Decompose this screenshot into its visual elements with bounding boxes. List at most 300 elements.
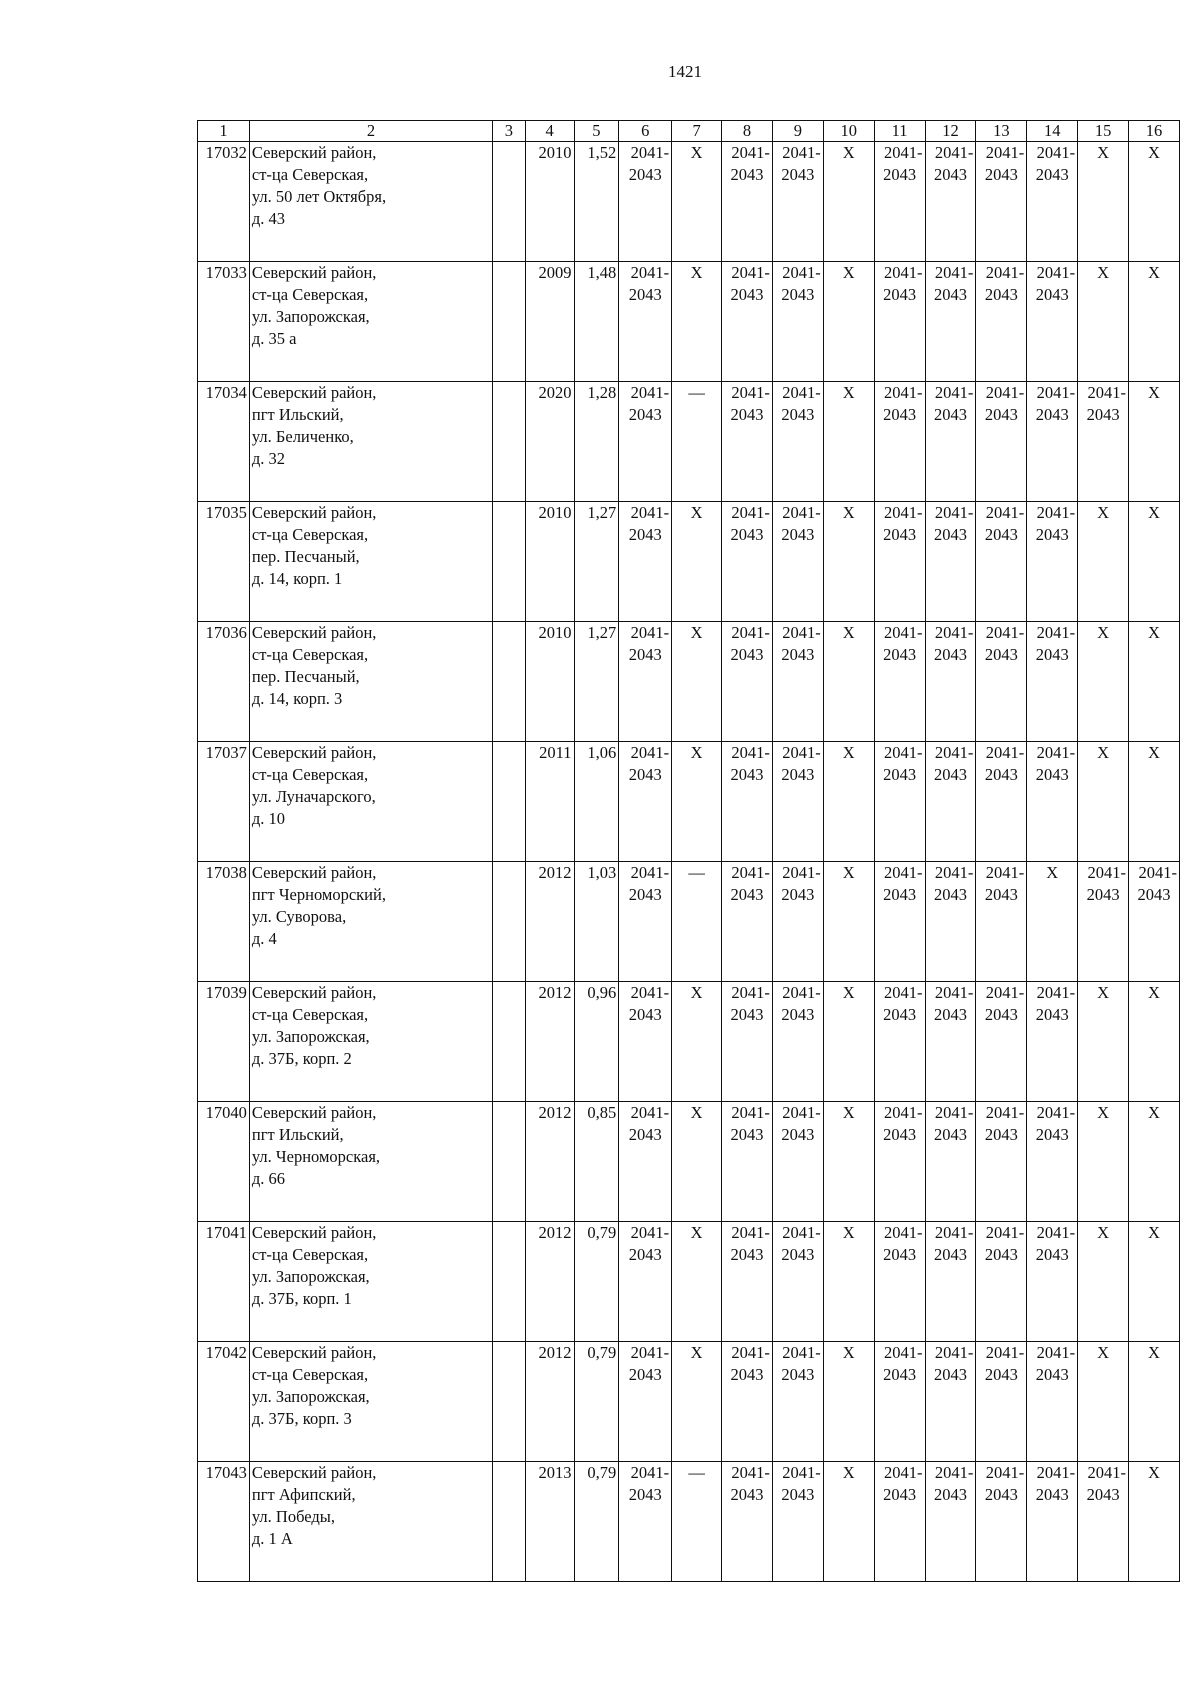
cell-line: 2041- bbox=[731, 863, 770, 882]
column-10-cell bbox=[823, 1222, 874, 1342]
row-number: 17038 bbox=[198, 862, 250, 982]
column-12-cell bbox=[925, 262, 976, 382]
cell-line: д. 14, корп. 1 bbox=[251, 569, 343, 588]
table-row bbox=[198, 1102, 1180, 1222]
column-16-cell bbox=[1129, 382, 1180, 502]
cell-line: X bbox=[690, 743, 703, 762]
column-11-cell bbox=[874, 1342, 925, 1462]
column-3-cell bbox=[493, 862, 526, 982]
cell-line: ул. Победы, bbox=[251, 1507, 335, 1526]
cell-line: д. 14, корп. 3 bbox=[251, 689, 343, 708]
cell-line: 2043 bbox=[628, 1485, 662, 1504]
cell-line: 2043 bbox=[628, 645, 662, 664]
column-15-cell bbox=[1078, 622, 1129, 742]
column-7-cell bbox=[672, 262, 722, 382]
cell-line: 2043 bbox=[984, 765, 1018, 784]
cell-line: ст-ца Северская, bbox=[251, 165, 369, 184]
cell-line: 2041- bbox=[1036, 623, 1076, 642]
column-number-row bbox=[198, 121, 1180, 142]
cell-line: X bbox=[842, 983, 855, 1002]
cell-line: 2041- bbox=[630, 863, 670, 882]
cell-line: 2043 bbox=[1137, 885, 1171, 904]
cell-line: 2043 bbox=[883, 885, 917, 904]
column-10-cell bbox=[823, 1102, 874, 1222]
cell-line: 2043 bbox=[984, 1005, 1018, 1024]
cell-line: 2043 bbox=[933, 285, 967, 304]
column-15-cell bbox=[1078, 982, 1129, 1102]
cell-line: ул. Луначарского, bbox=[251, 787, 376, 806]
cell-line: 2043 bbox=[1035, 765, 1069, 784]
table-row bbox=[198, 1462, 1180, 1582]
cell-line: 2043 bbox=[730, 1245, 764, 1264]
cell-line: X bbox=[1097, 503, 1110, 522]
cell-line: 2041- bbox=[731, 743, 770, 762]
column-9-cell bbox=[772, 382, 823, 502]
cell-line: 2043 bbox=[781, 285, 815, 304]
column-3-cell bbox=[493, 262, 526, 382]
cell-line: Северский район, bbox=[251, 143, 377, 162]
column-13-cell bbox=[976, 1342, 1027, 1462]
cell-line: X bbox=[842, 623, 855, 642]
column-8-cell bbox=[722, 1342, 773, 1462]
cell-line: 2043 bbox=[730, 165, 764, 184]
cell-line: 2041- bbox=[884, 1343, 923, 1362]
cell-line: Северский район, bbox=[251, 743, 377, 762]
cell-line: 2043 bbox=[730, 525, 764, 544]
column-14-cell bbox=[1027, 1102, 1078, 1222]
column-header-16: 16 bbox=[1129, 121, 1180, 142]
cell-line: 2043 bbox=[933, 885, 967, 904]
column-header-9: 9 bbox=[772, 121, 823, 142]
cell-line: 2041- bbox=[731, 1463, 770, 1482]
column-6-cell bbox=[619, 982, 672, 1102]
column-9-cell bbox=[772, 742, 823, 862]
year-cell: 2010 bbox=[525, 142, 574, 262]
cell-line: 2041- bbox=[782, 503, 821, 522]
column-12-cell bbox=[925, 1102, 976, 1222]
cell-line: 2043 bbox=[883, 1125, 917, 1144]
column-8-cell bbox=[722, 1222, 773, 1342]
column-6-cell bbox=[619, 622, 672, 742]
column-11-cell bbox=[874, 502, 925, 622]
cell-line: 2041- bbox=[884, 743, 923, 762]
cell-line: 2043 bbox=[984, 165, 1018, 184]
cell-line: Северский район, bbox=[251, 1223, 377, 1242]
column-7-cell bbox=[672, 502, 722, 622]
cell-line: ул. Черноморская, bbox=[251, 1147, 381, 1166]
cell-line: 2043 bbox=[984, 1245, 1018, 1264]
cell-line: X bbox=[1097, 263, 1110, 282]
cell-line: 2043 bbox=[984, 405, 1018, 424]
cell-line: 2043 bbox=[933, 645, 967, 664]
column-16-cell bbox=[1129, 142, 1180, 262]
column-14-cell bbox=[1027, 262, 1078, 382]
cell-line: 2041- bbox=[1036, 1463, 1076, 1482]
cell-line: X bbox=[842, 1103, 855, 1122]
column-12-cell bbox=[925, 742, 976, 862]
column-8-cell bbox=[722, 622, 773, 742]
year-cell: 2013 bbox=[525, 1462, 574, 1582]
column-8-cell bbox=[722, 742, 773, 862]
column-7-cell bbox=[672, 1222, 722, 1342]
cell-line: 2043 bbox=[1035, 1125, 1069, 1144]
cell-line: 2043 bbox=[730, 285, 764, 304]
cell-line: 2041- bbox=[630, 623, 670, 642]
column-15-cell bbox=[1078, 502, 1129, 622]
cell-line: 2041- bbox=[630, 263, 670, 282]
cell-line: 2041- bbox=[884, 863, 923, 882]
cell-line: Северский район, bbox=[251, 263, 377, 282]
column-11-cell bbox=[874, 142, 925, 262]
cell-line: пгт Афипский, bbox=[251, 1485, 356, 1504]
column-13-cell bbox=[976, 262, 1027, 382]
cell-line: X bbox=[842, 1463, 855, 1482]
year-cell: 2009 bbox=[525, 262, 574, 382]
cell-line: 2041- bbox=[1036, 383, 1076, 402]
cell-line: д. 32 bbox=[251, 449, 286, 468]
cell-line: 2043 bbox=[781, 1005, 815, 1024]
cell-line: 2041- bbox=[985, 503, 1025, 522]
column-14-cell bbox=[1027, 142, 1078, 262]
column-6-cell bbox=[619, 262, 672, 382]
cell-line: X bbox=[842, 743, 855, 762]
cell-line: 2041- bbox=[731, 1343, 770, 1362]
cell-line: 2041- bbox=[731, 1103, 770, 1122]
cell-line: X bbox=[1148, 1343, 1160, 1362]
cell-line: 2043 bbox=[883, 1365, 917, 1384]
column-3-cell bbox=[493, 1222, 526, 1342]
column-3-cell bbox=[493, 982, 526, 1102]
column-16-cell bbox=[1129, 1222, 1180, 1342]
cell-line: 2043 bbox=[781, 885, 815, 904]
column-7-cell bbox=[672, 1462, 722, 1582]
cell-line: 2041- bbox=[934, 143, 974, 162]
cell-line: 2041- bbox=[1036, 263, 1076, 282]
column-10-cell bbox=[823, 262, 874, 382]
cell-line: 2041- bbox=[1087, 1463, 1127, 1482]
table-row bbox=[198, 982, 1180, 1102]
column-6-cell bbox=[619, 1462, 672, 1582]
cell-line: 2041- bbox=[1036, 743, 1076, 762]
cell-line: 2041- bbox=[630, 1223, 670, 1242]
cell-line: 2043 bbox=[1035, 1245, 1069, 1264]
column-9-cell bbox=[772, 142, 823, 262]
column-15-cell bbox=[1078, 1342, 1129, 1462]
cell-line: 2041- bbox=[934, 983, 974, 1002]
column-3-cell bbox=[493, 142, 526, 262]
column-9-cell bbox=[772, 1222, 823, 1342]
row-number: 17033 bbox=[198, 262, 250, 382]
column-8-cell bbox=[722, 262, 773, 382]
cell-line: пгт Ильский, bbox=[251, 1125, 344, 1144]
cell-line: 2041- bbox=[782, 1463, 821, 1482]
column-7-cell bbox=[672, 862, 722, 982]
cell-line: Северский район, bbox=[251, 1463, 377, 1482]
column-10-cell bbox=[823, 982, 874, 1102]
column-6-cell bbox=[619, 1342, 672, 1462]
column-11-cell bbox=[874, 1102, 925, 1222]
column-12-cell bbox=[925, 502, 976, 622]
address-cell bbox=[249, 142, 492, 262]
column-6-cell bbox=[619, 382, 672, 502]
value-cell: 0,85 bbox=[574, 1102, 619, 1222]
cell-line: 2043 bbox=[781, 1125, 815, 1144]
cell-line: 2043 bbox=[883, 765, 917, 784]
column-16-cell bbox=[1129, 1342, 1180, 1462]
column-header-5: 5 bbox=[574, 121, 619, 142]
cell-line: 2043 bbox=[730, 1005, 764, 1024]
cell-line: 2041- bbox=[782, 143, 821, 162]
cell-line: 2041- bbox=[934, 263, 974, 282]
column-11-cell bbox=[874, 862, 925, 982]
cell-line: 2041- bbox=[731, 1223, 770, 1242]
cell-line: ст-ца Северская, bbox=[251, 1005, 369, 1024]
column-3-cell bbox=[493, 1342, 526, 1462]
cell-line: 2041- bbox=[731, 263, 770, 282]
cell-line: 2043 bbox=[933, 1485, 967, 1504]
cell-line: Северский район, bbox=[251, 863, 377, 882]
column-13-cell bbox=[976, 382, 1027, 502]
column-10-cell bbox=[823, 142, 874, 262]
column-11-cell bbox=[874, 1222, 925, 1342]
column-7-cell bbox=[672, 1342, 722, 1462]
row-number: 17043 bbox=[198, 1462, 250, 1582]
cell-line: 2043 bbox=[628, 525, 662, 544]
cell-line: X bbox=[1148, 743, 1160, 762]
cell-line: 2043 bbox=[933, 165, 967, 184]
cell-line: 2043 bbox=[883, 525, 917, 544]
cell-line: 2041- bbox=[884, 263, 923, 282]
cell-line: — bbox=[688, 383, 705, 402]
column-header-6: 6 bbox=[619, 121, 672, 142]
cell-line: X bbox=[1097, 1343, 1110, 1362]
cell-line: 2043 bbox=[883, 165, 917, 184]
cell-line: ст-ца Северская, bbox=[251, 525, 369, 544]
cell-line: ул. Запорожская, bbox=[251, 1027, 370, 1046]
cell-line: X bbox=[842, 143, 855, 162]
cell-line: 2043 bbox=[933, 1365, 967, 1384]
cell-line: 2041- bbox=[985, 1103, 1025, 1122]
column-13-cell bbox=[976, 982, 1027, 1102]
cell-line: 2043 bbox=[1035, 165, 1069, 184]
cell-line: 2043 bbox=[730, 1485, 764, 1504]
cell-line: 2043 bbox=[933, 1125, 967, 1144]
column-7-cell bbox=[672, 982, 722, 1102]
cell-line: X bbox=[1148, 383, 1160, 402]
cell-line: 2043 bbox=[730, 1125, 764, 1144]
cell-line: — bbox=[688, 863, 705, 882]
cell-line: 2043 bbox=[984, 1365, 1018, 1384]
cell-line: X bbox=[1148, 263, 1160, 282]
table-row bbox=[198, 1342, 1180, 1462]
column-13-cell bbox=[976, 862, 1027, 982]
cell-line: X bbox=[1097, 743, 1110, 762]
year-cell: 2012 bbox=[525, 1222, 574, 1342]
column-10-cell bbox=[823, 742, 874, 862]
cell-line: X bbox=[1097, 143, 1110, 162]
cell-line: 2043 bbox=[730, 645, 764, 664]
column-6-cell bbox=[619, 1222, 672, 1342]
column-3-cell bbox=[493, 622, 526, 742]
column-8-cell bbox=[722, 1102, 773, 1222]
table-body bbox=[198, 142, 1180, 1582]
row-number: 17039 bbox=[198, 982, 250, 1102]
cell-line: 2043 bbox=[933, 525, 967, 544]
cell-line: 2041- bbox=[934, 863, 974, 882]
cell-line: 2041- bbox=[782, 1223, 821, 1242]
cell-line: 2041- bbox=[985, 743, 1025, 762]
cell-line: д. 35 а bbox=[251, 329, 297, 348]
cell-line: ст-ца Северская, bbox=[251, 285, 369, 304]
column-16-cell bbox=[1129, 262, 1180, 382]
column-11-cell bbox=[874, 382, 925, 502]
cell-line: 2041- bbox=[884, 1223, 923, 1242]
cell-line: 2041- bbox=[630, 743, 670, 762]
cell-line: 2041- bbox=[934, 1103, 974, 1122]
cell-line: 2043 bbox=[628, 1245, 662, 1264]
column-8-cell bbox=[722, 1462, 773, 1582]
housing-register-table bbox=[197, 120, 1180, 1582]
cell-line: X bbox=[690, 263, 703, 282]
column-14-cell bbox=[1027, 382, 1078, 502]
cell-line: 2043 bbox=[984, 885, 1018, 904]
column-15-cell bbox=[1078, 1102, 1129, 1222]
cell-line: 2043 bbox=[1035, 405, 1069, 424]
column-16-cell bbox=[1129, 502, 1180, 622]
cell-line: д. 4 bbox=[251, 929, 277, 948]
cell-line: 2041- bbox=[884, 383, 923, 402]
cell-line: 2041- bbox=[731, 503, 770, 522]
cell-line: 2041- bbox=[782, 863, 821, 882]
cell-line: 2043 bbox=[1035, 1365, 1069, 1384]
cell-line: 2041- bbox=[731, 383, 770, 402]
cell-line: X bbox=[842, 383, 855, 402]
column-15-cell bbox=[1078, 142, 1129, 262]
cell-line: 2043 bbox=[1035, 1485, 1069, 1504]
cell-line: Северский район, bbox=[251, 1103, 377, 1122]
cell-line: 2041- bbox=[1036, 1223, 1076, 1242]
column-9-cell bbox=[772, 1342, 823, 1462]
column-15-cell bbox=[1078, 862, 1129, 982]
column-header-13: 13 bbox=[976, 121, 1027, 142]
column-7-cell bbox=[672, 622, 722, 742]
column-13-cell bbox=[976, 1462, 1027, 1582]
cell-line: 2041- bbox=[884, 983, 923, 1002]
table-row bbox=[198, 622, 1180, 742]
cell-line: 2043 bbox=[730, 1365, 764, 1384]
cell-line: 2041- bbox=[884, 1103, 923, 1122]
address-cell bbox=[249, 502, 492, 622]
cell-line: 2041- bbox=[731, 143, 770, 162]
column-7-cell bbox=[672, 1102, 722, 1222]
column-10-cell bbox=[823, 502, 874, 622]
cell-line: X bbox=[1148, 1463, 1160, 1482]
cell-line: — bbox=[688, 1463, 705, 1482]
cell-line: 2041- bbox=[630, 383, 670, 402]
cell-line: 2041- bbox=[934, 623, 974, 642]
cell-line: 2041- bbox=[782, 983, 821, 1002]
column-8-cell bbox=[722, 382, 773, 502]
column-16-cell bbox=[1129, 742, 1180, 862]
column-9-cell bbox=[772, 502, 823, 622]
cell-line: 2041- bbox=[985, 623, 1025, 642]
column-header-12: 12 bbox=[925, 121, 976, 142]
address-cell bbox=[249, 1222, 492, 1342]
column-14-cell bbox=[1027, 862, 1078, 982]
column-7-cell bbox=[672, 742, 722, 862]
cell-line: 2041- bbox=[1036, 143, 1076, 162]
column-12-cell bbox=[925, 142, 976, 262]
cell-line: 2041- bbox=[731, 983, 770, 1002]
column-header-2: 2 bbox=[249, 121, 492, 142]
column-13-cell bbox=[976, 1222, 1027, 1342]
row-number: 17041 bbox=[198, 1222, 250, 1342]
cell-line: X bbox=[1148, 1223, 1160, 1242]
cell-line: 2043 bbox=[1086, 885, 1120, 904]
cell-line: 2043 bbox=[883, 1245, 917, 1264]
year-cell: 2010 bbox=[525, 502, 574, 622]
cell-line: X bbox=[1148, 983, 1160, 1002]
cell-line: пер. Песчаный, bbox=[251, 547, 360, 566]
cell-line: 2043 bbox=[628, 885, 662, 904]
column-9-cell bbox=[772, 862, 823, 982]
column-13-cell bbox=[976, 1102, 1027, 1222]
cell-line: 2041- bbox=[985, 383, 1025, 402]
cell-line: ст-ца Северская, bbox=[251, 645, 369, 664]
column-8-cell bbox=[722, 502, 773, 622]
cell-line: д. 37Б, корп. 2 bbox=[251, 1049, 352, 1068]
column-15-cell bbox=[1078, 382, 1129, 502]
cell-line: X bbox=[1046, 863, 1059, 882]
column-11-cell bbox=[874, 622, 925, 742]
column-header-3: 3 bbox=[493, 121, 526, 142]
cell-line: X bbox=[1097, 1223, 1110, 1242]
column-15-cell bbox=[1078, 742, 1129, 862]
column-14-cell bbox=[1027, 742, 1078, 862]
column-9-cell bbox=[772, 1462, 823, 1582]
address-cell bbox=[249, 862, 492, 982]
cell-line: ул. Запорожская, bbox=[251, 1267, 370, 1286]
year-cell: 2012 bbox=[525, 1342, 574, 1462]
column-14-cell bbox=[1027, 622, 1078, 742]
column-header-1: 1 bbox=[198, 121, 250, 142]
column-12-cell bbox=[925, 982, 976, 1102]
year-cell: 2020 bbox=[525, 382, 574, 502]
cell-line: 2043 bbox=[730, 885, 764, 904]
cell-line: X bbox=[1148, 1103, 1160, 1122]
row-number: 17040 bbox=[198, 1102, 250, 1222]
column-6-cell bbox=[619, 142, 672, 262]
column-header-10: 10 bbox=[823, 121, 874, 142]
column-14-cell bbox=[1027, 1342, 1078, 1462]
row-number: 17037 bbox=[198, 742, 250, 862]
year-cell: 2010 bbox=[525, 622, 574, 742]
column-6-cell bbox=[619, 1102, 672, 1222]
column-10-cell bbox=[823, 862, 874, 982]
cell-line: 2043 bbox=[1035, 1005, 1069, 1024]
cell-line: 2041- bbox=[884, 1463, 923, 1482]
cell-line: 2043 bbox=[628, 1005, 662, 1024]
address-cell bbox=[249, 1462, 492, 1582]
column-header-4: 4 bbox=[525, 121, 574, 142]
cell-line: 2043 bbox=[984, 1125, 1018, 1144]
column-header-7: 7 bbox=[672, 121, 722, 142]
column-header-15: 15 bbox=[1078, 121, 1129, 142]
column-13-cell bbox=[976, 742, 1027, 862]
column-16-cell bbox=[1129, 862, 1180, 982]
column-15-cell bbox=[1078, 1462, 1129, 1582]
row-number: 17035 bbox=[198, 502, 250, 622]
